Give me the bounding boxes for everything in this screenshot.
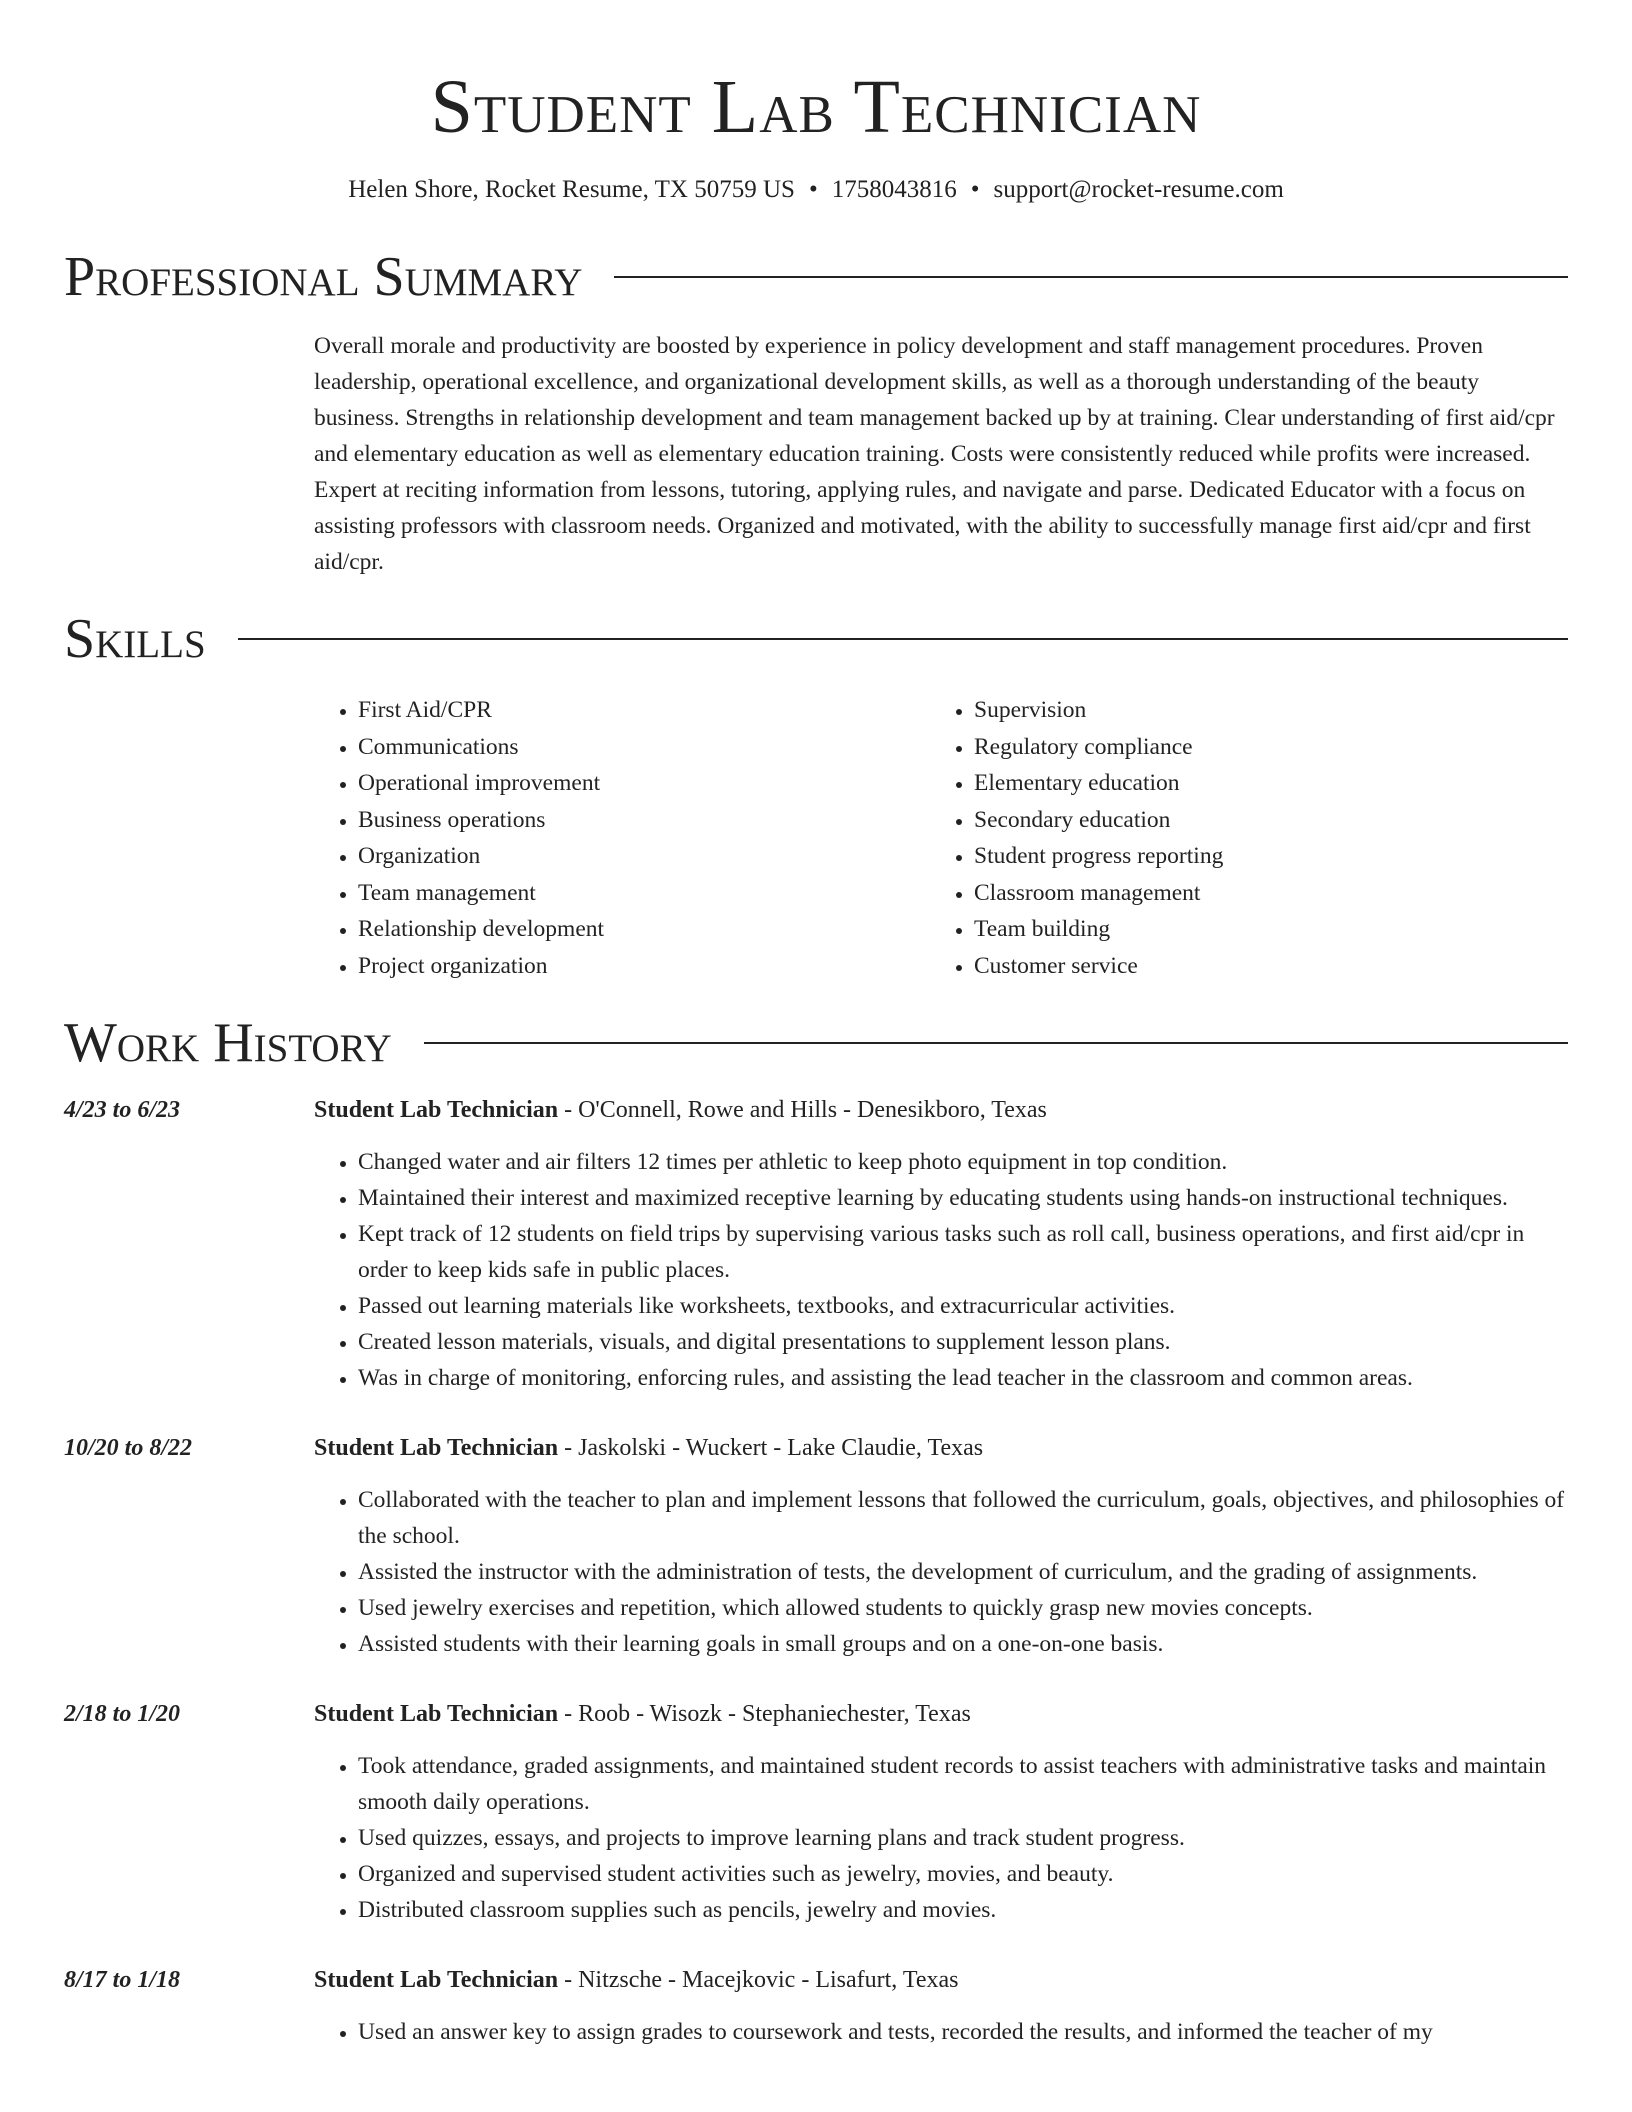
job-employer: - O'Connell, Rowe and Hills - Denesikboro, Texas xyxy=(558,1097,1047,1123)
job-bullets xyxy=(314,1482,1568,1662)
contact-phone: 1758043816 xyxy=(831,176,957,203)
resume-title: Student Lab Technician xyxy=(430,65,1202,149)
skill-item: • Team building xyxy=(974,911,1546,948)
skill-item: • Customer service xyxy=(974,948,1546,985)
skill-item: • Business operations xyxy=(358,802,930,839)
skill-item: • Organization xyxy=(358,838,930,875)
skills-column-left xyxy=(314,692,930,984)
skill-item: • Supervision xyxy=(974,692,1546,729)
job-bullet: • Was in charge of monitoring, enforcing rules, and assisting the lead teacher in the classroom and common areas. xyxy=(358,1360,1568,1396)
skill-item: • Secondary education xyxy=(974,802,1546,839)
job-dates: 8/17 to 1/18 xyxy=(64,1967,181,1993)
skill-item: • Team management xyxy=(358,875,930,912)
job-employer: - Nitzsche - Macejkovic - Lisafurt, Texas xyxy=(558,1967,959,1993)
job-bullet: • Used jewelry exercises and repetition, which allowed students to quickly grasp new movies concepts. xyxy=(358,1590,1568,1626)
job-bullet: • Organized and supervised student activities such as jewelry, movies, and beauty. xyxy=(358,1856,1568,1892)
job-bullet: • Distributed classroom supplies such as pencils, jewelry and movies. xyxy=(358,1892,1568,1928)
skills-column-right xyxy=(930,692,1546,984)
section-divider xyxy=(614,276,1568,278)
work-heading: Work History xyxy=(64,1012,392,1074)
job-body xyxy=(314,1696,1568,1928)
section-divider xyxy=(238,638,1568,640)
skill-item: • Regulatory compliance xyxy=(974,729,1546,766)
job-header xyxy=(314,1696,1568,1732)
job-employer: - Jaskolski - Wuckert - Lake Claudie, Texas xyxy=(558,1435,984,1461)
job-header xyxy=(314,1430,1568,1466)
contact-address: Helen Shore, Rocket Resume, TX 50759 US xyxy=(348,176,795,203)
section-divider xyxy=(424,1042,1568,1044)
job-bullet: • Used quizzes, essays, and projects to improve learning plans and track student progress. xyxy=(358,1820,1568,1856)
job-bullet: • Passed out learning materials like worksheets, textbooks, and extracurricular activities. xyxy=(358,1288,1568,1324)
job-bullet: • Used an answer key to assign grades to coursework and tests, recorded the results, and informed the teacher of my xyxy=(358,2014,1568,2050)
skill-item: • Classroom management xyxy=(974,875,1546,912)
job-header xyxy=(314,1962,1568,1998)
skills-heading: Skills xyxy=(64,608,206,670)
job-bullet: • Collaborated with the teacher to plan and implement lessons that followed the curriculum, goals, objectives, and philosophies of the school. xyxy=(358,1482,1568,1554)
summary-section-header xyxy=(64,248,1568,306)
job-employer: - Roob - Wisozk - Stephaniechester, Texas xyxy=(558,1701,971,1727)
job-entry xyxy=(64,1430,1568,1662)
skill-item: • Communications xyxy=(358,729,930,766)
summary-heading: Professional Summary xyxy=(64,246,583,308)
summary-text: Overall morale and productivity are boosted by experience in policy development and staff management procedures. Proven leadership, operational excellence, and organizational development skills, as well as a thorough understanding of the beauty business. Strengths in relationship development and team management backed up by at training. Clear understanding of first aid/cpr and elementary education as well as elementary education training. Costs were consistently reduced while profits were increased. Expert at reciting information from lessons, tutoring, applying rules, and navigate and parse. Dedicated Educator with a focus on assisting professors with classroom needs. Organized and motivated, with the ability to successfully manage first aid/cpr and first aid/cpr. xyxy=(314,333,1555,575)
skill-item: • Relationship development xyxy=(358,911,930,948)
job-role: Student Lab Technician xyxy=(314,1097,559,1123)
job-body xyxy=(314,1962,1568,2050)
job-entry xyxy=(64,1696,1568,1928)
job-entry xyxy=(64,1092,1568,1396)
skill-item: • Student progress reporting xyxy=(974,838,1546,875)
job-dates: 4/23 to 6/23 xyxy=(64,1097,181,1123)
job-body xyxy=(314,1092,1568,1396)
contact-separator: • xyxy=(808,176,818,203)
skill-item: • First Aid/CPR xyxy=(358,692,930,729)
job-bullets xyxy=(314,1144,1568,1396)
job-bullets xyxy=(314,2014,1568,2050)
skill-item: • Project organization xyxy=(358,948,930,985)
job-header xyxy=(314,1092,1568,1128)
job-bullet: • Maintained their interest and maximized receptive learning by educating students using hands-on instructional techniques. xyxy=(358,1180,1568,1216)
job-bullet: • Assisted students with their learning goals in small groups and on a one-on-one basis. xyxy=(358,1626,1568,1662)
job-bullet: • Assisted the instructor with the administration of tests, the development of curriculum, and the grading of assignments. xyxy=(358,1554,1568,1590)
contact-email: support@rocket-resume.com xyxy=(993,176,1284,203)
job-bullet: • Changed water and air filters 12 times per athletic to keep photo equipment in top condition. xyxy=(358,1144,1568,1180)
job-dates: 2/18 to 1/20 xyxy=(64,1701,181,1727)
job-bullet: • Created lesson materials, visuals, and digital presentations to supplement lesson plans. xyxy=(358,1324,1568,1360)
job-bullet: • Kept track of 12 students on field trips by supervising various tasks such as roll call, business operations, and first aid/cpr in order to keep kids safe in public places. xyxy=(358,1216,1568,1288)
skills-list xyxy=(314,692,1568,984)
job-role: Student Lab Technician xyxy=(314,1701,559,1727)
job-body xyxy=(314,1430,1568,1662)
contact-line xyxy=(64,174,1568,206)
skills-section-header xyxy=(64,610,1568,668)
resume-page xyxy=(64,0,1568,2050)
job-dates: 10/20 to 8/22 xyxy=(64,1435,193,1461)
job-role: Student Lab Technician xyxy=(314,1435,559,1461)
job-role: Student Lab Technician xyxy=(314,1967,559,1993)
job-bullets xyxy=(314,1748,1568,1928)
job-bullet: • Took attendance, graded assignments, and maintained student records to assist teachers with administrative tasks and maintain smooth daily operations. xyxy=(358,1748,1568,1820)
job-entry xyxy=(64,1962,1568,2050)
work-section-header xyxy=(64,1014,1568,1072)
skill-item: • Elementary education xyxy=(974,765,1546,802)
contact-separator: • xyxy=(970,176,980,203)
skill-item: • Operational improvement xyxy=(358,765,930,802)
